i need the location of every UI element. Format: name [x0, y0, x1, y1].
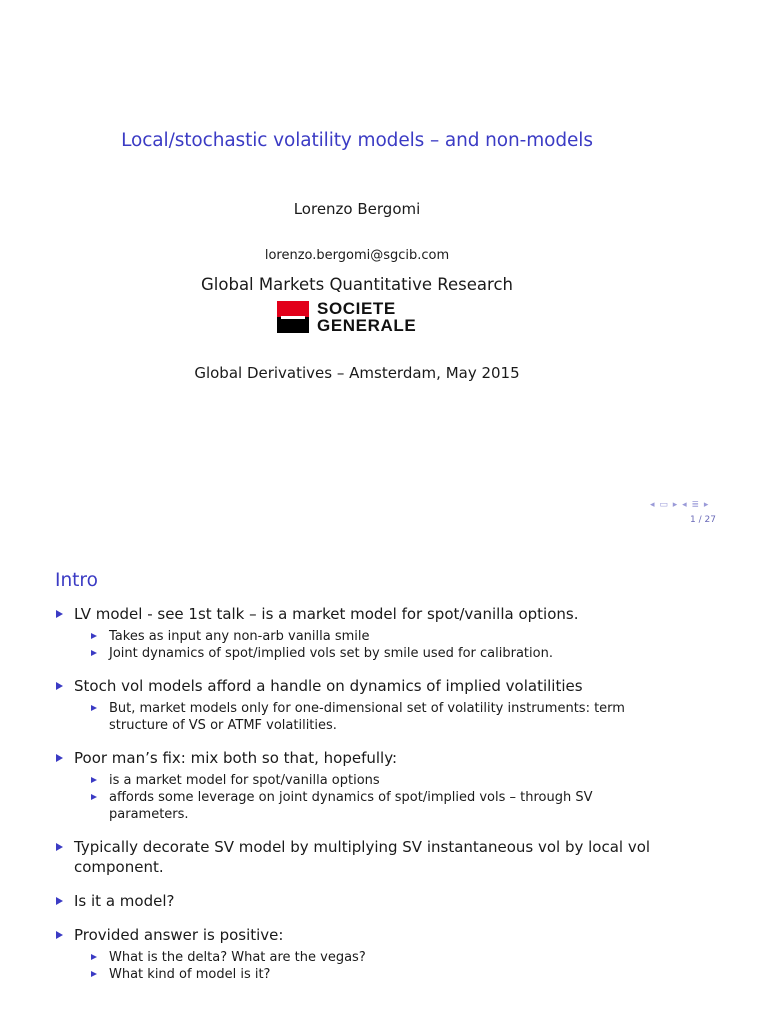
logo-line-1: SOCIETE	[317, 299, 396, 318]
logo-line-2: GENERALE	[317, 316, 417, 335]
bullet-item	[55, 837, 675, 877]
bullet-item	[55, 604, 675, 662]
bullet-text: Typically decorate SV model by multiplying SV instantaneous vol by local vol component.	[74, 838, 651, 876]
sub-bullet-item: affords some leverage on joint dynamics of spot/implied vols – through SV parameters.	[74, 789, 675, 823]
page-number: 1 / 27	[690, 515, 716, 525]
sub-bullet-item: is a market model for spot/vanilla options	[74, 772, 675, 789]
bullet-text: Stoch vol models afford a handle on dynamics of implied volatilities	[74, 677, 583, 695]
societe-generale-logo	[277, 301, 447, 335]
sub-bullet-item: Joint dynamics of spot/implied vols set by smile used for calibration.	[74, 645, 675, 662]
bullet-text: Is it a model?	[74, 892, 175, 910]
bullet-item	[55, 925, 675, 983]
institution: Global Markets Quantitative Research	[201, 275, 513, 294]
beamer-navigation-icons[interactable]: ◂ ▭ ▸ ◂ ≣ ▸	[650, 500, 710, 510]
sub-bullet-item: What is the delta? What are the vegas?	[74, 949, 675, 966]
bullet-item	[55, 891, 675, 911]
bullet-item	[55, 676, 675, 734]
slide-title: Local/stochastic volatility models – and non-models	[121, 130, 593, 151]
sub-bullet-item: Takes as input any non-arb vanilla smile	[74, 628, 675, 645]
logo-text	[317, 300, 416, 334]
bullet-text: Poor man’s fix: mix both so that, hopefully:	[74, 749, 398, 767]
sub-bullet-list	[74, 772, 675, 823]
event-line: Global Derivatives – Amsterdam, May 2015	[194, 364, 520, 382]
bullet-text: LV model - see 1st talk – is a market model for spot/vanilla options.	[74, 605, 579, 623]
sub-bullet-item: But, market models only for one-dimensional set of volatility instruments: term structure of VS or ATMF volatilities.	[74, 700, 675, 734]
bullet-text: Provided answer is positive:	[74, 926, 284, 944]
sub-bullet-item: What kind of model is it?	[74, 966, 675, 983]
intro-slide	[0, 540, 768, 1024]
bullet-item	[55, 748, 675, 823]
bullet-list	[55, 604, 675, 997]
sub-bullet-list	[74, 628, 675, 662]
author-email: lorenzo.bergomi@sgcib.com	[264, 248, 450, 263]
author-name: Lorenzo Bergomi	[293, 200, 421, 218]
frame-title: Intro	[55, 570, 98, 591]
sub-bullet-list	[74, 700, 675, 734]
sub-bullet-list	[74, 949, 675, 983]
logo-mark-icon	[277, 301, 309, 333]
